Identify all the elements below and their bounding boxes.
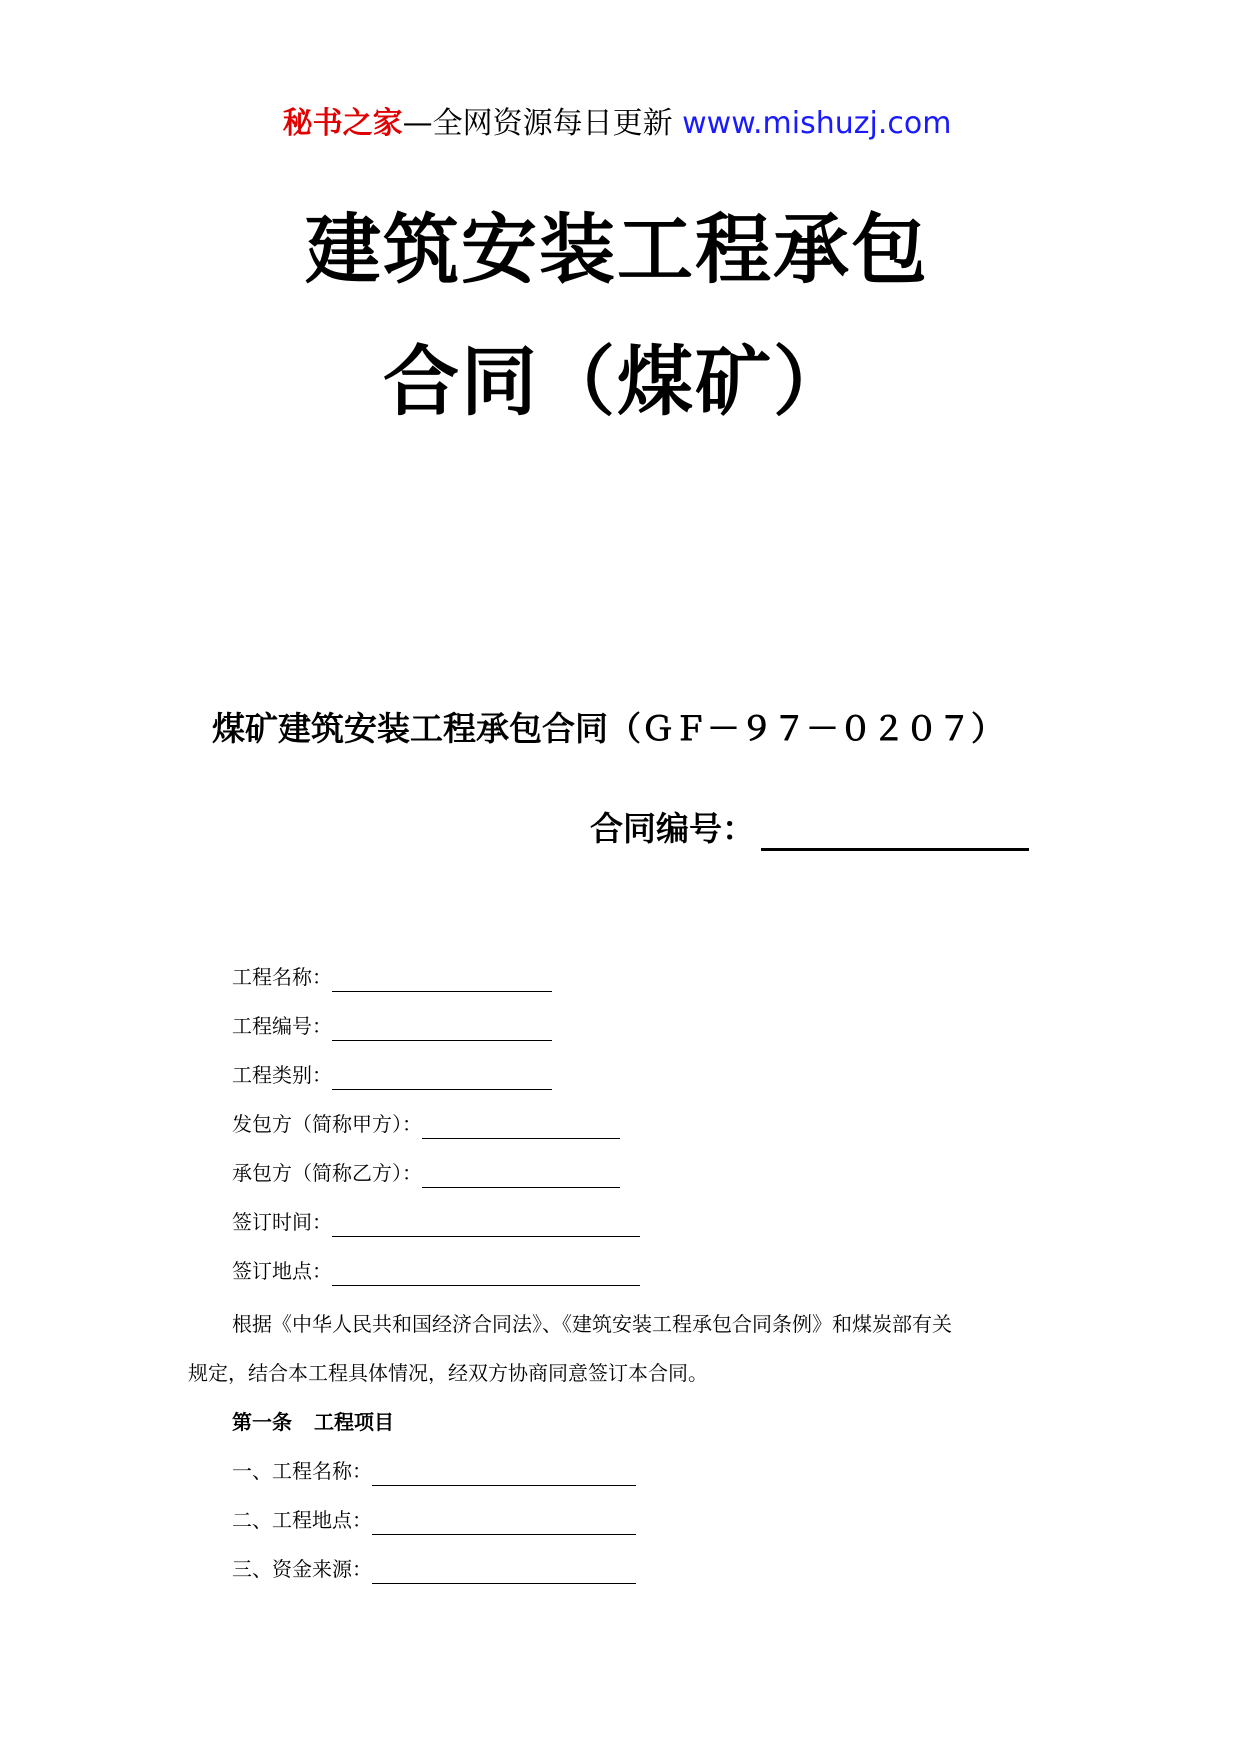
field-label: 一、工程名称： [232,1459,372,1483]
article-1-item-funding-source [232,1554,636,1584]
field-label: 二、工程地点： [232,1508,372,1532]
site-header [0,102,1234,146]
field-label: 三、资金来源： [232,1557,372,1581]
fill-in-blank[interactable] [372,1512,636,1535]
field-party-b [232,1158,620,1188]
site-url-link[interactable]: www.mishuzj.com [682,106,952,141]
field-party-a [232,1109,620,1139]
field-label: 工程类别： [232,1063,332,1087]
document-title-line-1: 建筑安装工程承包 [305,205,929,294]
document-title-line-2: 合同（煤矿） [383,337,851,426]
field-label: 承包方（简称乙方）： [232,1161,422,1185]
contract-number-label: 合同编号： [590,809,755,848]
fill-in-blank[interactable] [422,1116,620,1139]
fill-in-blank[interactable] [332,1214,640,1237]
fill-in-blank[interactable] [332,1018,552,1041]
preamble-line-1: 根据《中华人民共和国经济合同法》、《建筑安装工程承包合同条例》和煤炭部有关 [232,1312,952,1336]
brand-name: 秘书之家 [282,106,403,141]
contract-subtitle: 煤矿建筑安装工程承包合同（ＧＦ－９７－０２０７） [212,709,1004,748]
field-signing-time [232,1207,640,1237]
fill-in-blank[interactable] [332,1263,640,1286]
fill-in-blank[interactable] [332,969,552,992]
fill-in-blank[interactable] [422,1165,620,1188]
field-signing-place [232,1256,640,1286]
field-label: 工程名称： [232,965,332,989]
contract-number-row [590,807,1029,851]
preamble-line-2: 规定，结合本工程具体情况，经双方协商同意签订本合同。 [188,1361,708,1385]
field-project-name [232,962,552,992]
contract-number-blank[interactable] [761,818,1029,851]
field-label: 工程编号： [232,1014,332,1038]
field-label: 发包方（简称甲方）： [232,1112,422,1136]
article-1-item-project-name [232,1456,636,1486]
field-label: 签订地点： [232,1259,332,1283]
article-1-heading [232,1407,394,1437]
fill-in-blank[interactable] [372,1463,636,1486]
article-title: 工程项目 [314,1410,394,1434]
fill-in-blank[interactable] [332,1067,552,1090]
article-number: 第一条 [232,1410,292,1434]
field-project-number [232,1011,552,1041]
field-project-category [232,1060,552,1090]
header-tagline: —全网资源每日更新 [402,106,673,141]
fill-in-blank[interactable] [372,1561,636,1584]
field-label: 签订时间： [232,1210,332,1234]
article-1-item-project-site [232,1505,636,1535]
